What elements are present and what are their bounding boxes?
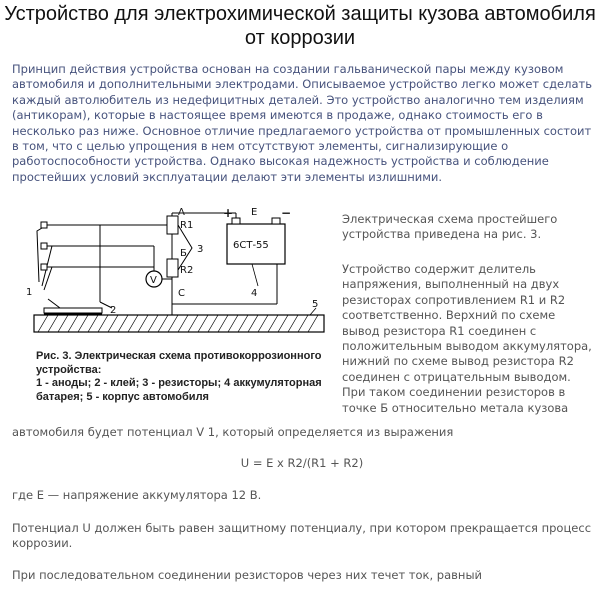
continuation-paragraph: автомобиля будет потенциал V 1, который определяется из выражения bbox=[12, 425, 454, 439]
label-minus: − bbox=[281, 206, 292, 220]
anode-plate bbox=[44, 308, 102, 313]
battery-label: 6СТ-55 bbox=[233, 240, 269, 251]
label-1: 1 bbox=[26, 287, 33, 298]
side-paragraph-1: Электрическая схема простейшего устройства приведена на рис. 3. bbox=[342, 212, 558, 242]
paragraph-voltage: где Е — напряжение аккумулятора 12 В. bbox=[12, 488, 262, 502]
battery-terminal-plus bbox=[232, 218, 240, 224]
anode-terminals bbox=[41, 222, 47, 270]
caption-title: Рис. 3. Электрическая схема противокоррозионного устройства: bbox=[36, 350, 322, 376]
label-r2: R2 bbox=[180, 265, 194, 276]
label-2: 2 bbox=[110, 305, 117, 316]
glue-layer bbox=[44, 313, 102, 315]
page-title: Устройство для электрохимической защиты кузова автомобиля от коррозии bbox=[4, 3, 596, 49]
intro-paragraph: Принцип действия устройства основан на создании гальванической пары между кузовом автомобиля и дополнительными электродами. Описываемое устройство легко может сделать каждый автолюбитель из недефицитных деталей. Это устройство аналогично тем изделиям (антикорам), которые в настоящее время имеются в продаже, однако стоимость его в несколько раз ниже. Основное отличие предлагаемого устройства от промышленных состоит в том, что с целью упрощения в нем отсутствуют элементы, сигнализирующие о работоспособности устройства. Однако высокая надежность устройства и соблюдение простейших условий эксплуатации делают эти элементы излишними. bbox=[12, 62, 593, 184]
circuit-diagram bbox=[12, 204, 330, 346]
formula: U = E x R2/(R1 + R2) bbox=[240, 456, 364, 470]
battery-terminal-minus bbox=[272, 218, 280, 224]
label-v: V bbox=[150, 275, 157, 286]
label-e: Е bbox=[251, 207, 258, 218]
label-a: А bbox=[178, 207, 185, 218]
side-paragraph-2: Устройство содержит делитель напряжения, выполненный на двух резисторах сопротивлением R1 и R2 соответственно. Верхний по схеме вывод резистора R1 соединен с положительным выводом аккумулятора, нижний по схеме вывод резистора R2 соединен с отрицательным выводом. При таком соединении резисторов в точке Б относительно метала кузова bbox=[342, 262, 592, 415]
car-body-plate bbox=[34, 315, 324, 332]
label-4: 4 bbox=[251, 288, 258, 299]
anode-wires bbox=[37, 225, 154, 308]
label-3: 3 bbox=[197, 244, 204, 255]
paragraph-potential: Потенциал U должен быть равен защитному потенциалу, при котором прекращается процесс коррозии. bbox=[12, 521, 592, 551]
figure-caption bbox=[36, 350, 326, 404]
label-r1: R1 bbox=[180, 220, 194, 231]
caption-legend: 1 - аноды; 2 - клей; 3 - резисторы; 4 аккумуляторная батарея; 5 - корпус автомобиля bbox=[36, 377, 322, 403]
label-plus: + bbox=[223, 206, 234, 220]
label-b: Б bbox=[180, 248, 187, 259]
label-c: С bbox=[178, 288, 185, 299]
paragraph-series: При последовательном соединении резисторов через них течет ток, равный bbox=[12, 568, 483, 582]
label-5: 5 bbox=[312, 299, 319, 310]
